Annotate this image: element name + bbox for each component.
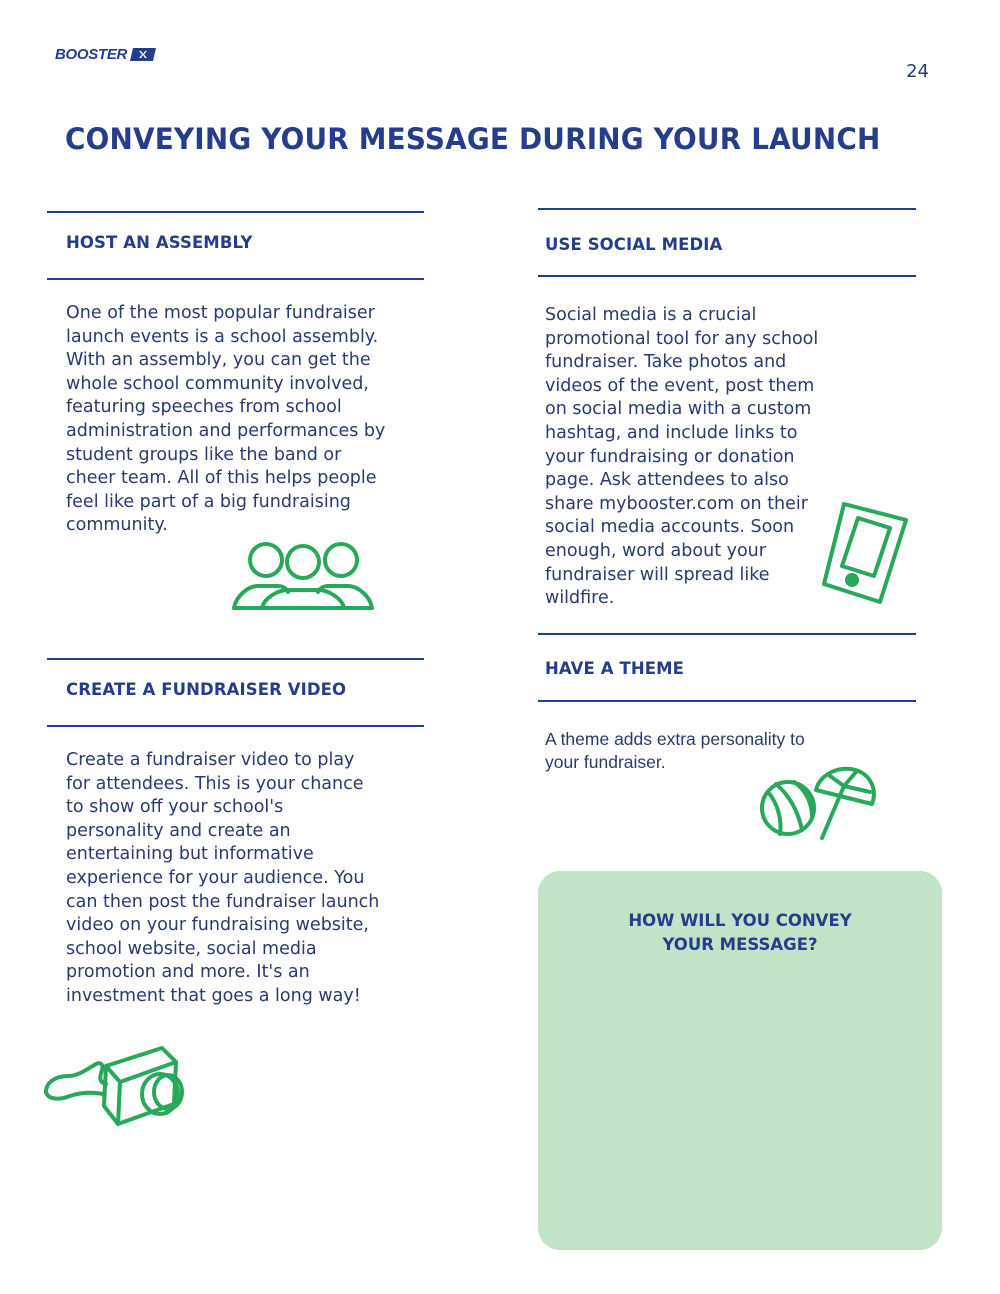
divider	[47, 211, 424, 213]
smartphone-icon	[818, 500, 910, 606]
section-body-assembly: One of the most popular fundraiser launch events is a school assembly. With an assembly, you can get the whole school community involved, featuring speeches from school administration and performances by student groups like the band or cheer team. All of this helps people feel like part of a big fundraising community.	[66, 303, 386, 536]
section-heading-social: USE SOCIAL MEDIA	[545, 235, 723, 254]
logo-mark-icon	[130, 48, 156, 61]
section-heading-assembly: HOST AN ASSEMBLY	[66, 233, 253, 252]
booster-logo	[55, 46, 156, 63]
people-group-icon	[228, 540, 378, 612]
callout-box	[538, 871, 942, 1250]
section-heading-video: CREATE A FUNDRAISER VIDEO	[66, 680, 347, 699]
divider	[47, 725, 424, 727]
section-heading-theme: HAVE A THEME	[545, 659, 684, 678]
section-body-theme: A theme adds extra personality to your fundraiser.	[545, 729, 805, 772]
divider	[538, 275, 916, 277]
page-title: CONVEYING YOUR MESSAGE DURING YOUR LAUNCH	[65, 122, 881, 156]
beach-ball-umbrella-icon	[758, 764, 878, 842]
divider	[47, 658, 424, 660]
divider	[47, 278, 424, 280]
section-body-social: Social media is a crucial promotional tool for any school fundraiser. Take photos and videos of the event, post them on social media with a custom hashtag, and include links to your fundraising or donation page. Ask attendees to also share mybooster.com on their social media accounts. Soon enough, word about your fundraiser will spread like wildfire.	[545, 305, 819, 609]
divider	[538, 208, 916, 210]
section-body-video: Create a fundraiser video to play for attendees. This is your chance to show off your school's personality and create an entertaining but informative experience for your audience. You can then post the fundraiser launch video on your fundraising website, school website, social media promotion and more. It's an investment that goes a long way!	[66, 750, 380, 1006]
page-number: 24	[906, 61, 929, 82]
video-camera-icon	[42, 1042, 187, 1130]
callout-question: HOW WILL YOU CONVEY YOUR MESSAGE?	[628, 911, 852, 954]
divider	[538, 633, 916, 635]
divider	[538, 700, 916, 702]
logo-text: BOOSTER	[55, 46, 128, 63]
